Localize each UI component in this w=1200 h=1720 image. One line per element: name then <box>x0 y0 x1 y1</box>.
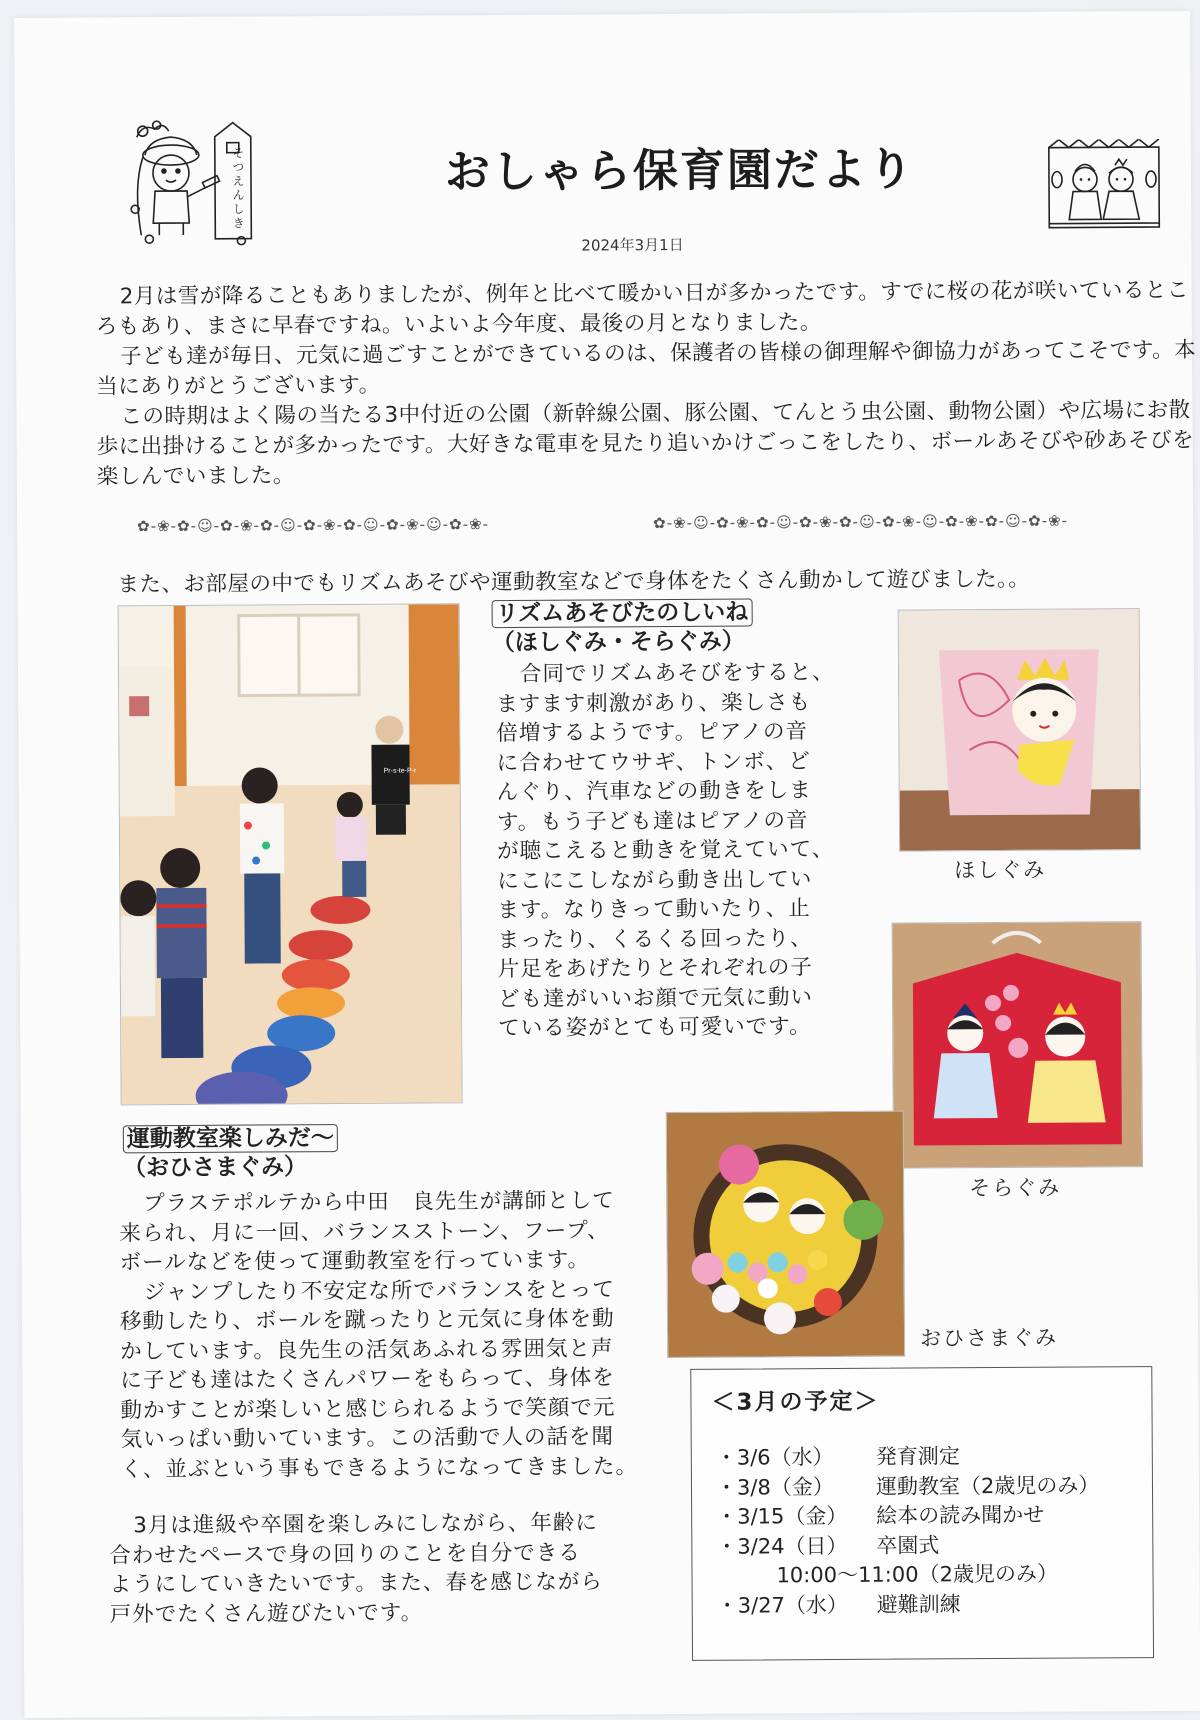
schedule-item <box>717 1589 1101 1621</box>
rhythm-play-photo <box>118 603 463 1105</box>
intro-text <box>96 276 1200 493</box>
rhythm-section-heading <box>492 599 753 659</box>
schedule-date: ・3/24（日） <box>716 1533 848 1559</box>
exercise-heading-classes: （おひさまぐみ） <box>122 1154 308 1182</box>
schedule-event: 運動教室（2歳児のみ） <box>875 1472 1100 1499</box>
rhythm-line: 合同でリズムあそびをすると、 <box>519 659 835 687</box>
rhythm-line: に合わせてウサギ、トンボ、ど <box>496 748 811 776</box>
exercise-line: に子ども達はたくさんパワーをもらって、身体を <box>120 1365 615 1394</box>
schedule-event: 絵本の読み聞かせ <box>876 1502 1045 1528</box>
schedule-event: 発育測定 <box>875 1444 960 1469</box>
exercise-line: かしています。良先生の活気あふれる雰囲気と声 <box>120 1335 614 1364</box>
schedule-item <box>716 1471 1100 1503</box>
soragumi-craft-photo <box>892 921 1143 1169</box>
rhythm-line: ども達がいいお顔で元気に動い <box>497 984 814 1012</box>
schedule-list <box>716 1441 1100 1620</box>
closing-line: ようにしていきたいです。また、春を感じながら <box>109 1569 603 1598</box>
exercise-section-heading <box>123 1124 338 1183</box>
rhythm-line: ます。なりきって動いたり、止 <box>497 896 811 924</box>
closing-text <box>109 1508 680 1629</box>
exercise-line: ジャンプしたり不安定な所でバランスをとって <box>143 1276 615 1305</box>
intro-paragraph: 子ども達が毎日、元気に過ごすことができているのは、保護者の皆様の御理解や御協力があってこそです。本当にありがとうございます。 <box>96 337 1197 400</box>
instructor-shirt-logo: Pr-s-te-P-r <box>383 767 417 775</box>
ohisamagumi-caption: おひさまぐみ <box>920 1325 1059 1351</box>
closing-line: 3月は進級や卒園を楽しみにしながら、年齢に <box>133 1510 598 1539</box>
rhythm-line: 倍増するようです。ピアノの音 <box>496 719 809 747</box>
intro-paragraph: 2月は雪が降ることもありましたが、例年と比べて暖かい日が多かったです。すでに桜の花が咲いているところもあり、まさに早春ですね。いよいよ今年度、最後の月となりました。 <box>95 277 1189 340</box>
newsletter-page <box>14 11 1200 1718</box>
exercise-line: 来られ、月に一回、バランスストーン、フープ、 <box>119 1217 610 1246</box>
rhythm-section-body <box>496 658 858 1044</box>
closing-line: 戸外でたくさん遊びたいです。 <box>109 1600 424 1627</box>
decorative-divider-left: ✿-❀-✿-☺-✿-❀-✿-☺-✿-❀-✿-☺-✿-❀-☺-✿-❀- <box>137 515 490 536</box>
exercise-line: く、並ぶという事もできるようになってきました。 <box>120 1453 639 1482</box>
soragumi-caption: そらぐみ <box>969 1175 1062 1201</box>
schedule-date: ・3/27（水） <box>716 1592 848 1618</box>
schedule-event: 10:00～11:00（2歳児のみ） <box>776 1561 1059 1588</box>
schedule-event: 卒園式 <box>876 1532 940 1558</box>
intro-paragraph: この時期はよく陽の当たる3中付近の公園（新幹線公園、豚公園、てんとう虫公園、動物公園）や広場にお散歩に出掛けることが多かったです。大好きな電車を見たり追いかけごっこをしたり、ボールあそびや砂あそびを楽しんでいました。 <box>96 397 1195 490</box>
rhythm-line: にこにこしながら動き出してい <box>497 866 813 894</box>
hoshigumi-caption: ほしぐみ <box>954 857 1047 883</box>
rhythm-line: す。もう子ども達はピアノの音 <box>496 807 809 835</box>
schedule-item <box>716 1441 1100 1473</box>
rhythm-line: ている姿がとても可愛いです。 <box>498 1014 812 1042</box>
exercise-line: プラステポルテから中田 良先生が講師として <box>143 1188 615 1217</box>
decorative-divider-right: ✿-❀-☺-✿-❀-✿-☺-✿-❀-✿-☺-✿-❀-☺-✿-❀-✿-☺-✿-❀- <box>653 511 1069 533</box>
rhythm-heading-classes: （ほしぐみ・そらぐみ） <box>491 628 745 657</box>
schedule-item <box>716 1500 1100 1532</box>
march-schedule-box <box>690 1366 1154 1661</box>
schedule-item <box>716 1530 1100 1562</box>
rhythm-line: ますます刺激があり、楽しさも <box>496 689 812 717</box>
issue-date: 2024年3月1日 <box>581 235 684 255</box>
graduation-child-illustration <box>123 116 274 247</box>
schedule-date: ・3/8（金） <box>715 1474 834 1500</box>
schedule-date: ・3/15（金） <box>716 1503 848 1529</box>
exercise-heading-title: 運動教室楽しみだ～ <box>123 1124 338 1153</box>
illustration-label: そつえんしき <box>230 146 246 231</box>
lead-sentence: また、お部屋の中でもリズムあそびや運動教室などで身体をたくさん動かして遊びました。。 <box>117 566 1031 598</box>
rhythm-line: が聴こえると動きを覚えていて、 <box>497 837 835 865</box>
exercise-section-body <box>119 1186 681 1484</box>
exercise-line: 気いっぱい動いています。この活動で人の話を聞 <box>120 1424 615 1453</box>
exercise-line: 移動したり、ボールを蹴ったりと元気に身体を動 <box>119 1306 615 1335</box>
ohisamagumi-craft-photo <box>666 1111 905 1358</box>
rhythm-line: まったり、くるくる回ったり、 <box>497 925 813 953</box>
schedule-event: 避難訓練 <box>876 1591 961 1617</box>
newsletter-title: おしゃら保育園だより <box>444 142 916 199</box>
schedule-date: ・3/6（水） <box>715 1445 834 1470</box>
rhythm-heading-title: リズムあそびたのしいね <box>492 599 753 629</box>
hina-dolls-illustration <box>1045 139 1164 232</box>
schedule-item <box>716 1559 1100 1591</box>
rhythm-line: 片足をあげたりとそれぞれの子 <box>497 955 813 983</box>
rhythm-line: んぐり、汽車などの動きをしま <box>496 778 812 806</box>
schedule-title: ＜3月の予定＞ <box>711 1388 880 1416</box>
hoshigumi-craft-photo <box>898 608 1141 851</box>
exercise-line: 動かすことが楽しいと感じられるようで笑顔で元 <box>120 1394 616 1423</box>
exercise-line: ボールなどを使って運動教室を行っています。 <box>119 1247 591 1276</box>
closing-line: 合わせたペースで身の回りのことを自分できる <box>109 1540 581 1568</box>
